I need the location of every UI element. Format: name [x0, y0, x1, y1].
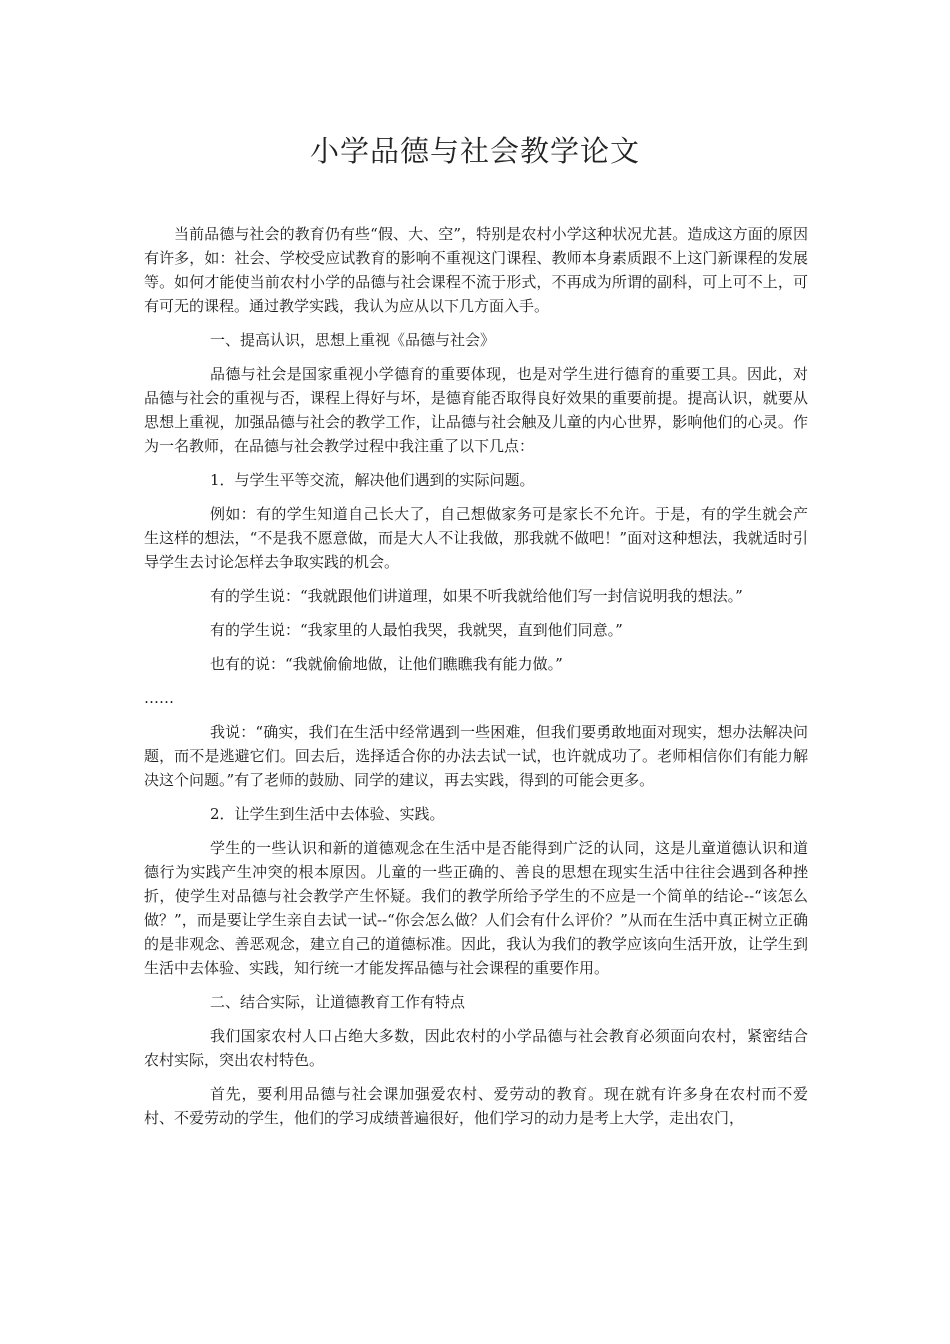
body-paragraph: 品德与社会是国家重视小学德育的重要体现，也是对学生进行德育的重要工具。因此，对品德与社会的重视与否，课程上得好与坏，是德育能否取得良好效果的重要前提。提高认识，就要从思想上重视，加强品德与社会的教学工作，让品德与社会触及儿童的内心世界，影响他们的心灵。作为一名教师，在品德与社会教学过程中我注重了以下几点：: [144, 365, 808, 455]
body-paragraph: 学生的一些认识和新的道德观念在生活中是否能得到广泛的认同，这是儿童道德认识和道德行为实践产生冲突的根本原因。儿童的一些正确的、善良的思想在现实生活中往往会遇到各种挫折，使学生对品德与社会教学产生怀疑。我们的教学所给予学生的不应是一个简单的结论--“该怎么做？”，而是要让学生亲自去试一试--“你会怎么做？人们会有什么评价？”从而在生活中真正树立正确的是非观念、善恶观念，建立自己的道德标准。因此，我认为我们的教学应该向生活开放，让学生到生活中去体验、实践，知行统一才能发挥品德与社会课程的重要作用。: [144, 839, 808, 977]
body-paragraph: 我说：“确实，我们在生活中经常遇到一些困难，但我们要勇敢地面对现实，想办法解决问题，而不是逃避它们。回去后，选择适合你的办法去试一试，也许就成功了。老师相信你们有能力解决这个问题。”有了老师的鼓励、同学的建议，再去实践，得到的可能会更多。: [144, 723, 808, 789]
body-paragraph: 我们国家农村人口占绝大多数，因此农村的小学品德与社会教育必须面向农村，紧密结合农村实际，突出农村特色。: [144, 1027, 808, 1069]
body-paragraph: 例如：有的学生知道自己长大了，自己想做家务可是家长不允许。于是，有的学生就会产生这样的想法，“不是我不愿意做，而是大人不让我做，那我就不做吧！”面对这种想法，我就适时引导学生去讨论怎样去争取实践的机会。: [144, 505, 808, 571]
body-paragraph: 有的学生说：“我就跟他们讲道理，如果不听我就给他们写一封信说明我的想法。”: [210, 587, 743, 605]
document-body: [144, 222, 808, 1140]
section-heading: 2．让学生到生活中去体验、实践。: [210, 805, 445, 823]
body-paragraph: ……: [144, 689, 174, 707]
document-title: 小学品德与社会教学论文: [309, 134, 640, 168]
body-paragraph: 当前品德与社会的教育仍有些“假、大、空”，特别是农村小学这种状况尤甚。造成这方面的原因有许多，如：社会、学校受应试教育的影响不重视这门课程、教师本身素质跟不上这门新课程的发展等。如何才能使当前农村小学的品德与社会课程不流于形式，不再成为所谓的副科，可上可不上，可有可无的课程。通过教学实践，我认为应从以下几方面入手。: [144, 225, 808, 315]
body-paragraph: 有的学生说：“我家里的人最怕我哭，我就哭，直到他们同意。”: [210, 621, 623, 639]
section-heading: 一、提高认识，思想上重视《品德与社会》: [210, 331, 496, 349]
body-paragraph: 首先，要利用品德与社会课加强爱农村、爱劳动的教育。现在就有许多身在农村而不爱村、不爱劳动的学生，他们的学习成绩普遍很好，他们学习的动力是考上大学，走出农门，: [144, 1085, 808, 1127]
section-heading: 1．与学生平等交流，解决他们遇到的实际问题。: [210, 471, 535, 489]
body-paragraph: 也有的说：“我就偷偷地做，让他们瞧瞧我有能力做。”: [210, 655, 563, 673]
section-heading: 二、结合实际，让道德教育工作有特点: [210, 993, 466, 1011]
